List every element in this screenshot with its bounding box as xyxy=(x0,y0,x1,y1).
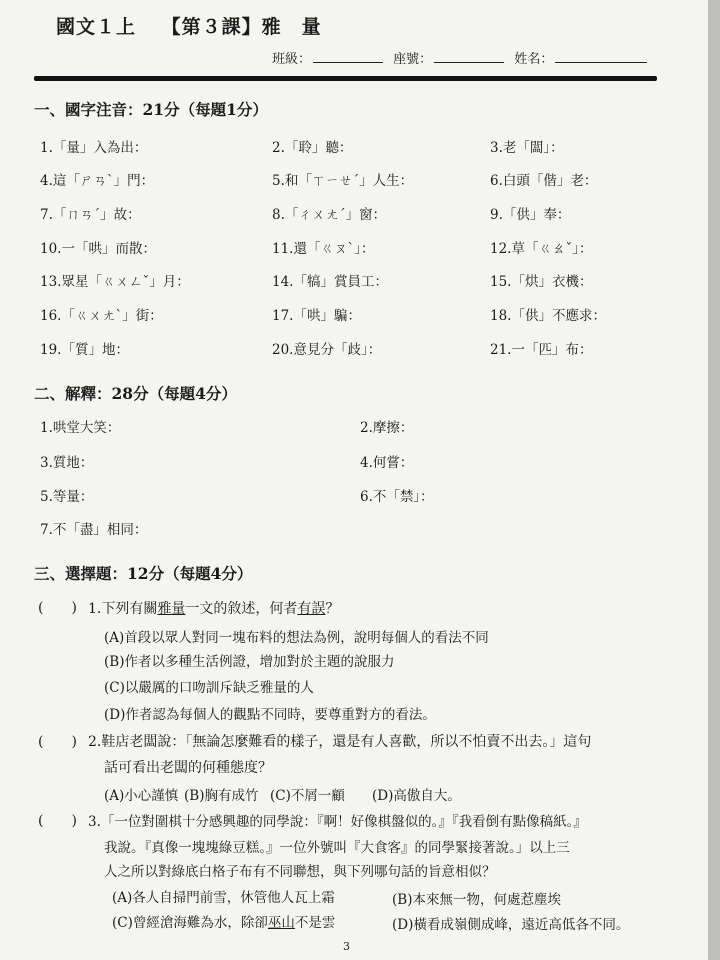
section1-heading: 一、國字注音：21分（每題1分） xyxy=(34,100,268,119)
phonetic-item: 1.「量」入為出： xyxy=(40,140,148,156)
q1-stem-underline-1: 雅量 xyxy=(157,601,186,617)
phonetic-item: 14.「犒」賞員工： xyxy=(272,274,388,290)
q3-option-c[interactable] xyxy=(112,911,335,931)
phonetic-item: 4.這「ㄕㄢˋ」門： xyxy=(40,173,155,189)
class-label: 班級： xyxy=(272,52,312,67)
definition-item: 2.摩擦： xyxy=(360,420,414,436)
q2-stem-line2: 話可看出老闆的何種態度？ xyxy=(104,760,272,776)
q3-option-d[interactable]: (D)橫看成嶺側成峰，遠近高低各不同。 xyxy=(392,917,630,933)
page-number: 3 xyxy=(343,940,350,953)
phonetic-item: 16.「ㄍㄨㄤˋ」街： xyxy=(40,308,163,324)
phonetic-item: 3.老「闆」： xyxy=(490,140,564,156)
phonetic-item: 10.一「哄」而散： xyxy=(40,241,156,257)
seat-field[interactable] xyxy=(434,50,504,63)
student-info xyxy=(272,48,653,67)
page-edge-shadow xyxy=(708,0,720,960)
header-divider xyxy=(34,76,657,81)
title-lesson: 【第３課】雅 量 xyxy=(161,16,322,38)
definition-item: 3.質地： xyxy=(40,455,94,471)
class-field[interactable] xyxy=(313,50,383,63)
answer-paren-q1[interactable]: ( ) xyxy=(38,600,77,616)
phonetic-item: 12.草「ㄍㄠˇ」： xyxy=(490,241,593,257)
q3-stem-line2: 我說。『真像一塊塊綠豆糕。』一位外號叫『大食客』的同學緊接著說。」以上三 xyxy=(104,840,570,856)
definition-item: 7.不「盡」相同： xyxy=(40,522,148,538)
answer-paren-q3[interactable]: ( ) xyxy=(38,813,77,829)
section3-heading: 三、選擇題：12分（每題4分） xyxy=(34,564,253,583)
q1-stem-underline-2: 有誤 xyxy=(297,601,326,617)
q1-stem-post: ？ xyxy=(325,601,340,617)
q1-option-d[interactable]: (D)作者認為每個人的觀點不同時，要尊重對方的看法。 xyxy=(104,707,436,723)
q3-stem-line3: 人之所以對綠底白格子布有不同聯想，與下列哪句話的旨意相似？ xyxy=(104,864,496,880)
definition-item: 1.哄堂大笑： xyxy=(40,420,121,436)
q2-option-c[interactable]: (C)不屑一顧 xyxy=(270,788,345,804)
q3-option-c-underline: 巫山 xyxy=(267,915,295,931)
q1-option-b[interactable]: (B)作者以多種生活例證，增加對於主題的說服力 xyxy=(104,654,395,670)
q1-stem xyxy=(88,598,339,618)
q3-stem-line1: 3.「一位對圍棋十分感興趣的同學說：『啊！好像棋盤似的。』『我看倒有點像稿紙。』 xyxy=(88,814,587,830)
phonetic-item: 21.一「匹」布： xyxy=(490,342,593,358)
definition-item: 6.不「禁」： xyxy=(360,489,434,505)
phonetic-item: 15.「烘」衣機： xyxy=(490,274,593,290)
q2-option-b[interactable]: (B)胸有成竹 xyxy=(184,788,259,804)
phonetic-item: 7.「ㄇㄢˊ」故： xyxy=(40,207,141,223)
phonetic-item: 17.「哄」騙： xyxy=(272,308,361,324)
phonetic-item: 18.「供」不應求： xyxy=(490,308,606,324)
q2-stem-line1: 2.鞋店老闆說：「無論怎麼難看的樣子，還是有人喜歡，所以不怕賣不出去。」這句 xyxy=(88,734,592,750)
q3-option-a[interactable]: (A)各人自掃門前雪，休管他人瓦上霜 xyxy=(112,890,335,906)
phonetic-item: 9.「供」奉： xyxy=(490,207,571,223)
seat-label: 座號： xyxy=(393,52,433,67)
phonetic-item: 2.「聆」聽： xyxy=(272,140,353,156)
title-course: 國文１上 xyxy=(56,16,137,38)
q3-option-c-post: 不是雲 xyxy=(294,915,336,931)
name-field[interactable] xyxy=(555,50,647,63)
definition-item: 4.何嘗： xyxy=(360,455,414,471)
answer-paren-q2[interactable]: ( ) xyxy=(38,734,77,750)
section2-heading: 二、解釋：28分（每題4分） xyxy=(34,384,237,403)
name-label: 姓名： xyxy=(514,52,554,67)
definition-item: 5.等量： xyxy=(40,489,94,505)
q2-option-a[interactable]: (A)小心謹慎 xyxy=(104,788,179,804)
page-title xyxy=(56,12,340,39)
q1-stem-mid: 一文的敘述，何者 xyxy=(185,601,298,617)
phonetic-item: 6.白頭「偕」老： xyxy=(490,173,598,189)
phonetic-item: 5.和「ㄒㄧㄝˊ」人生： xyxy=(272,173,414,189)
q3-option-b[interactable]: (B)本來無一物，何處惹塵埃 xyxy=(392,892,561,908)
phonetic-item: 13.眾星「ㄍㄨㄥˇ」月： xyxy=(40,274,190,290)
q2-option-d[interactable]: (D)高傲自大。 xyxy=(372,788,461,804)
q1-option-c[interactable]: (C)以嚴厲的口吻訓斥缺乏雅量的人 xyxy=(104,680,314,696)
q1-option-a[interactable]: (A)首段以眾人對同一塊布料的想法為例，說明每個人的看法不同 xyxy=(104,630,489,646)
phonetic-item: 8.「ㄔㄨㄤˊ」窗： xyxy=(272,207,387,223)
q1-stem-pre: 1.下列有關 xyxy=(88,601,158,617)
phonetic-item: 19.「質」地： xyxy=(40,342,129,358)
q3-option-c-pre: (C)曾經滄海難為水，除卻 xyxy=(112,915,268,931)
phonetic-item: 11.還「ㄍㄡˋ」： xyxy=(272,241,375,257)
phonetic-item: 20.意見分「歧」： xyxy=(272,342,382,358)
